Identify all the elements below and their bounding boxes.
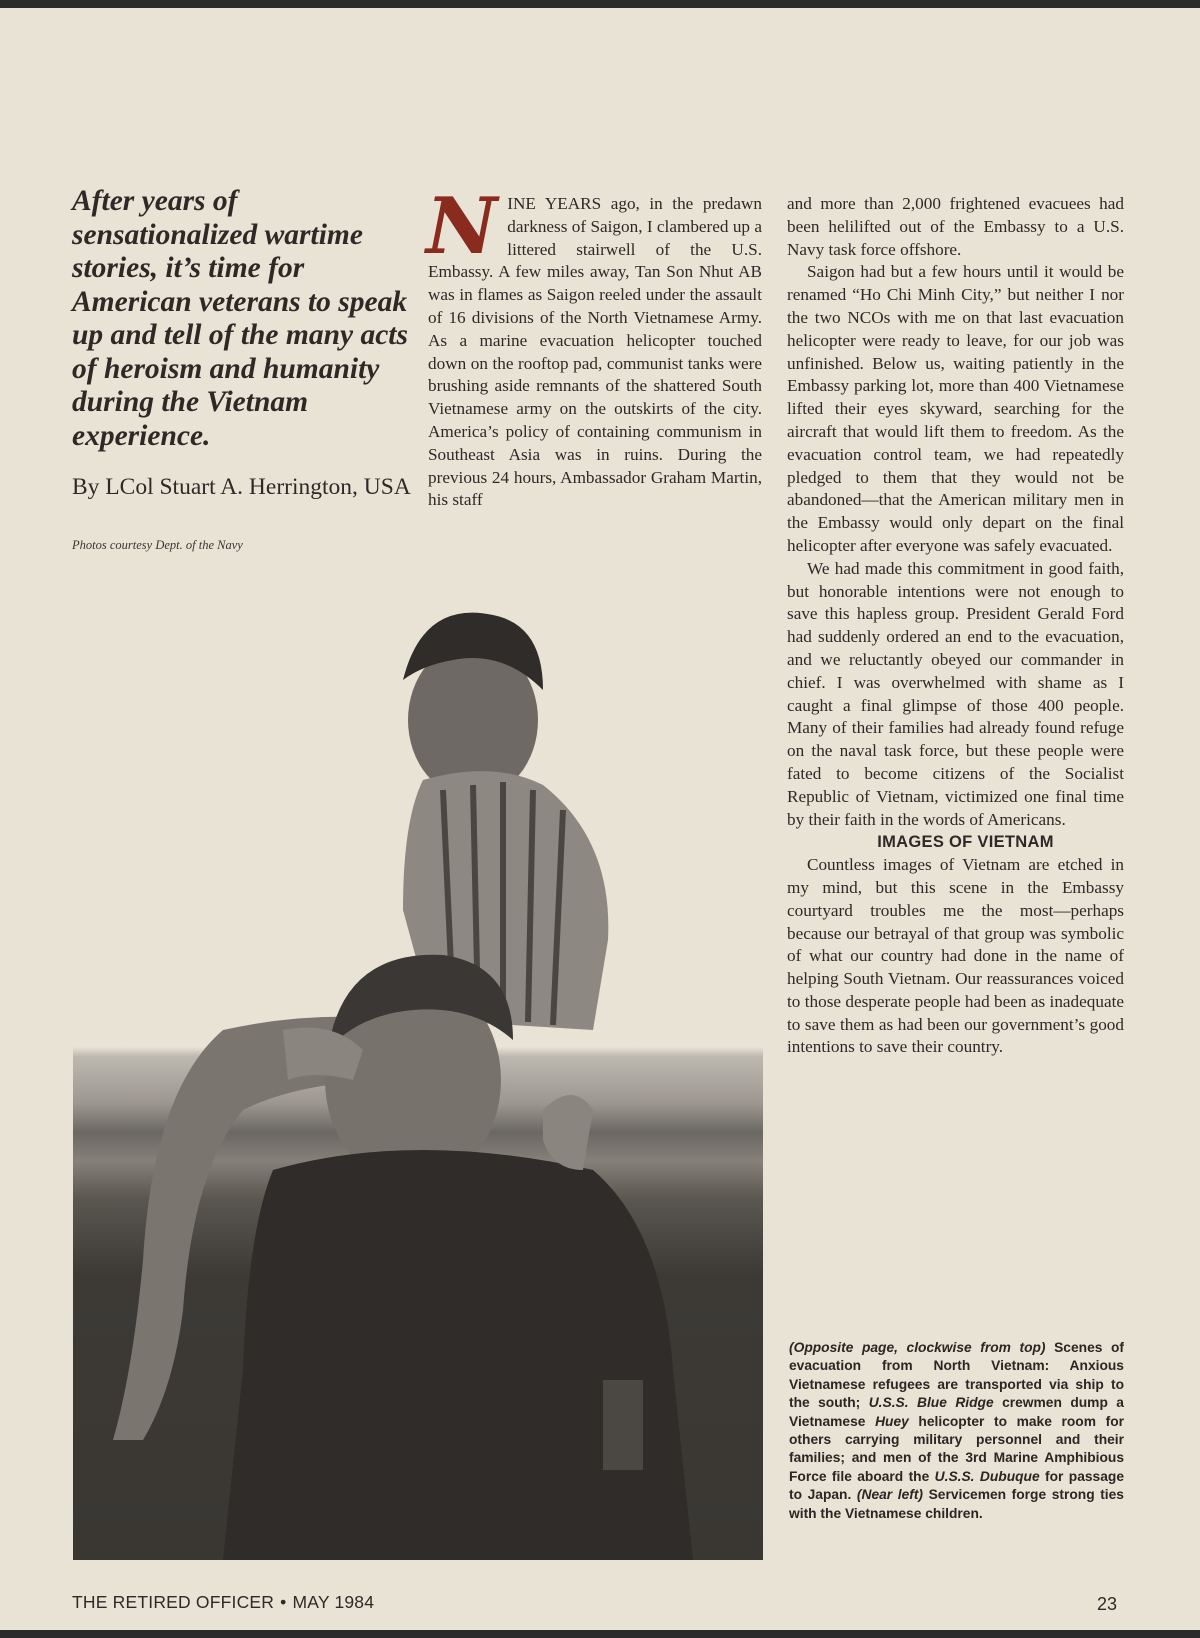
caption-text: crewmen dump a Vietnamese	[789, 1395, 1124, 1429]
caption-ship-name: U.S.S. Dubuque	[934, 1468, 1040, 1484]
caption-lead: (Opposite page, clockwise from top)	[789, 1340, 1046, 1355]
page-footer	[72, 1592, 374, 1613]
caption-text: Scenes of evacuation from North Vietnam: Anxious Vietnamese refugees are transported via ship to the south;	[789, 1340, 1125, 1411]
page-number: 23	[1097, 1594, 1118, 1614]
byline: By LCol Stuart A. Herrington, USA	[72, 474, 411, 500]
paragraph: and more than 2,000 frightened evacuees had been helilifted out of the Embassy to a U.S. Navy task force offshore.	[787, 194, 1124, 259]
paragraph: Countless images of Vietnam are etched in my mind, but this scene in the Embassy courtyard troubles me the most—perhaps because our betrayal of that group was symbolic of what our country had done in the name of helping South Vietnam. Our reassurances voiced to those desperate people had been as inadequate to save them as had been our government’s good intentions to save their country.	[787, 855, 1124, 1057]
photo-caption	[789, 1339, 1124, 1523]
photo-credit: Photos courtesy Dept. of the Navy	[72, 538, 243, 552]
caption-text: Servicemen forge strong ties with the Vietnamese children.	[789, 1487, 1124, 1521]
lead-paragraph-text: ago, in the predawn darkness of Saigon, I clambered up a littered stairwell of the U.S. Embassy. A few miles away, Tan Son Nhut AB was in flames as Saigon reeled under the assault of 16 divisions of the North Vietnamese Army. As a marine evacuation helicopter touched down on the rooftop pad, communist tanks were brushing aside remnants of the shattered South Vietnamese army on the outskirts of the city. America’s policy of containing communism in Southeast Asia was in ruins. During the previous 24 hours, Ambassador Graham Martin, his staff	[428, 194, 763, 510]
article-deck: After years of sensationalized wartime stories, it’s time for American veterans to speak up and tell of the many acts of heroism and humanity during the Vietnam experience.	[72, 185, 408, 452]
caption-text: helicopter to make room for others carrying military personnel and their families; and men of the 3rd Marine Amphibious Force file aboard the	[789, 1413, 1124, 1484]
boy-hand	[543, 1095, 593, 1170]
footer-separator: •	[280, 1592, 287, 1612]
publication-name: THE RETIRED OFFICER	[72, 1592, 275, 1612]
paragraph: Saigon had but a few hours until it would be renamed “Ho Chi Minh City,” but neither I nor the two NCOs with me on that last evacuation helicopter were ready to leave, for our job was unfinished. Below us, waiting patiently in the Embassy parking lot, more than 400 Vietnamese lifted their eyes skyward, searching for the aircraft that would lift them to freedom. As the evacuation control team, we had repeatedly pledged to them that they would not be abandoned—that the American military men in the Embassy would only depart on the final helicopter after everyone was safely evacuated.	[787, 262, 1124, 555]
drop-cap: N	[426, 181, 498, 272]
caption-text: for passage to Japan.	[789, 1468, 1124, 1503]
caption-ship-name: U.S.S. Blue Ridge	[868, 1395, 994, 1411]
section-subhead: IMAGES OF VIETNAM	[877, 833, 1054, 852]
caption-near-left: (Near left)	[856, 1487, 924, 1503]
soldier-body	[223, 1150, 693, 1560]
issue-date: MAY 1984	[292, 1592, 375, 1612]
caption-aircraft-name: Huey	[875, 1413, 909, 1429]
pocket-pens	[603, 1380, 643, 1470]
paragraph: We had made this commitment in good faith, but honorable intentions were not enough to save this hapless group. President Gerald Ford had suddenly ordered an end to the evacuation, and we reluctantly obeyed our commander in chief. I was overwhelmed with shame as I caught a final glimpse of those 400 people. Many of their families had already found refuge on the naval task force, but these people were fated to become citizens of the Socialist Republic of Vietnam, victimized one final time by their faith in the words of Americans.	[787, 558, 1124, 829]
article-photo	[73, 610, 763, 1560]
article-column-middle	[426, 181, 763, 512]
top-border	[0, 0, 1200, 8]
lead-caps: INE YEARS	[507, 194, 602, 213]
photo-illustration	[73, 610, 763, 1560]
bottom-border	[0, 1630, 1200, 1638]
article-column-right	[787, 193, 1124, 1059]
lead-paragraph	[426, 181, 763, 512]
